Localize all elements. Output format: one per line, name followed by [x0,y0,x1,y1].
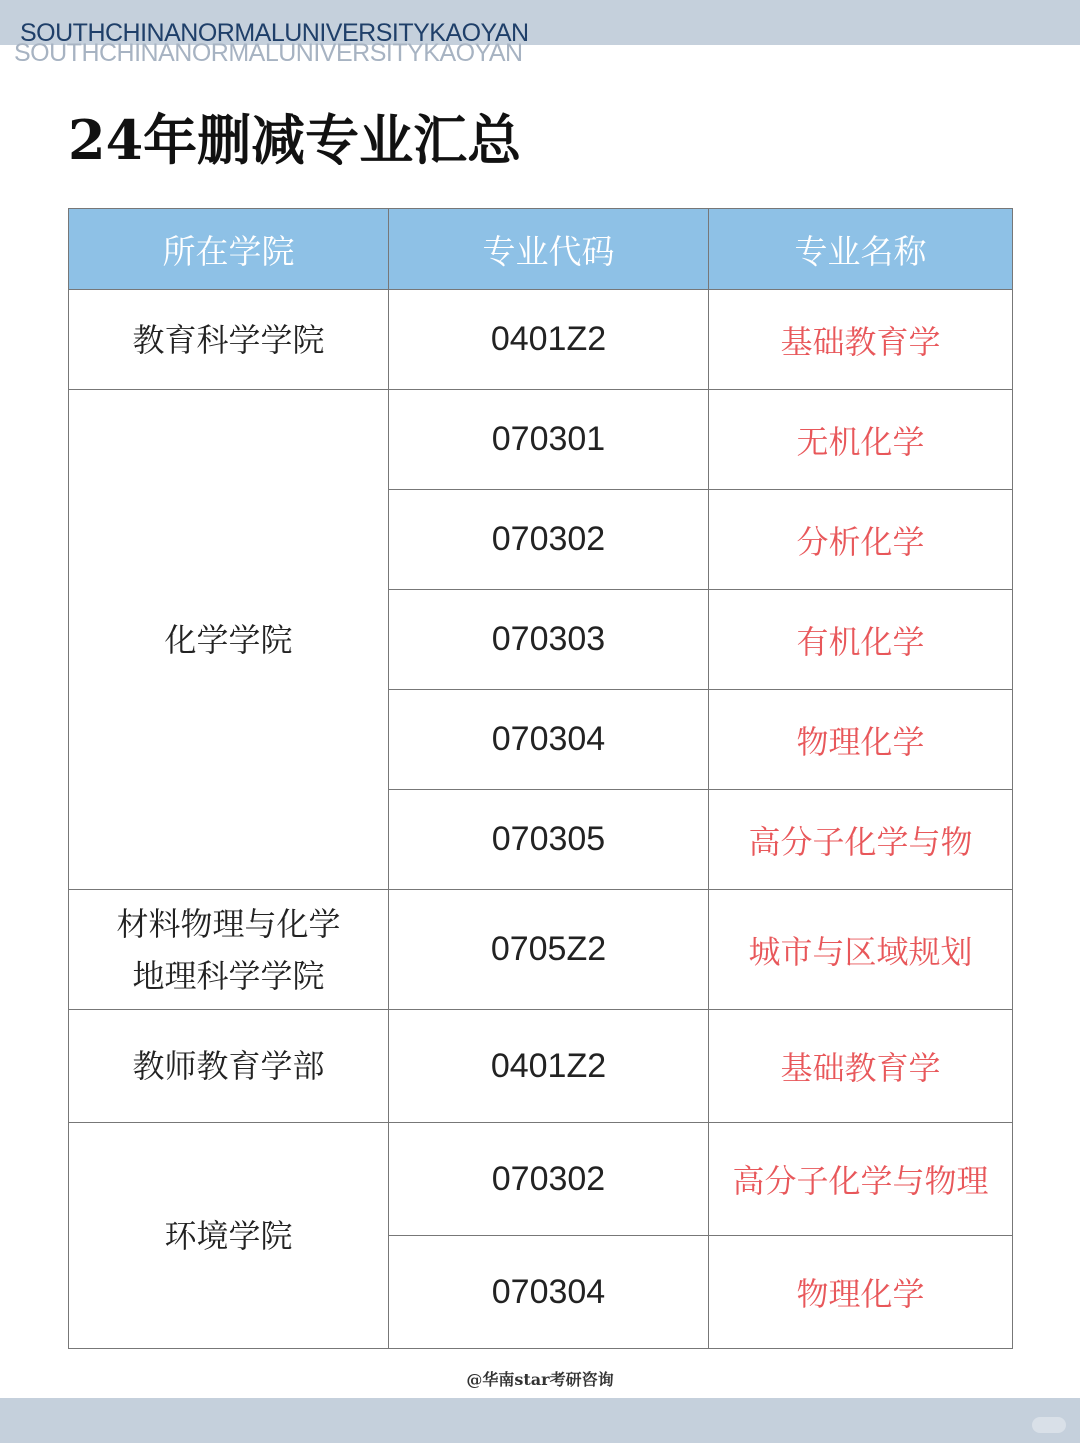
major-name-cell: 有机化学 [709,590,1013,690]
code-cell: 0401Z2 [389,290,709,390]
table-row [69,290,1013,390]
major-name-cell: 无机化学 [709,390,1013,490]
major-name-cell: 城市与区域规划 [709,890,1013,1010]
majors-table [68,208,1013,1349]
table-header-row [69,209,1013,290]
code-cell: 070303 [389,590,709,690]
code-cell: 070302 [389,490,709,590]
college-cell: 教育科学学院 [69,290,389,390]
major-name-cell: 分析化学 [709,490,1013,590]
code-cell: 0705Z2 [389,890,709,1010]
major-name-cell: 基础教育学 [709,1010,1013,1123]
code-cell: 070301 [389,390,709,490]
code-cell: 070304 [389,1236,709,1349]
major-name-cell: 基础教育学 [709,290,1013,390]
college-cell: 化学学院 [69,390,389,890]
corner-logo-icon [1032,1417,1066,1433]
college-cell: 教师教育学部 [69,1010,389,1123]
header-college: 所在学院 [69,209,389,290]
header-name: 专业名称 [709,209,1013,290]
table-row [69,1123,1013,1236]
major-name-cell: 物理化学 [709,690,1013,790]
brand-watermark: SOUTHCHINANORMALUNIVERSITYKAOYAN [20,19,529,47]
code-cell: 070305 [389,790,709,890]
table-row [69,390,1013,490]
bottom-band [0,1398,1080,1443]
brand-watermark-shadow: SOUTHCHINANORMALUNIVERSITYKAOYAN [14,39,523,67]
code-cell: 0401Z2 [389,1010,709,1123]
college-cell: 环境学院 [69,1123,389,1349]
major-name-cell: 物理化学 [709,1236,1013,1349]
major-name-cell: 高分子化学与物理 [709,1123,1013,1236]
header-code: 专业代码 [389,209,709,290]
major-name-cell: 高分子化学与物 [709,790,1013,890]
table-row [69,890,1013,1010]
page-title: 24年删减专业汇总 [68,108,522,172]
table-row [69,1010,1013,1123]
code-cell: 070304 [389,690,709,790]
footer-credit: @华南star考研咨询 [466,1370,614,1389]
code-cell: 070302 [389,1123,709,1236]
college-cell: 材料物理与化学 地理科学学院 [69,890,389,1010]
